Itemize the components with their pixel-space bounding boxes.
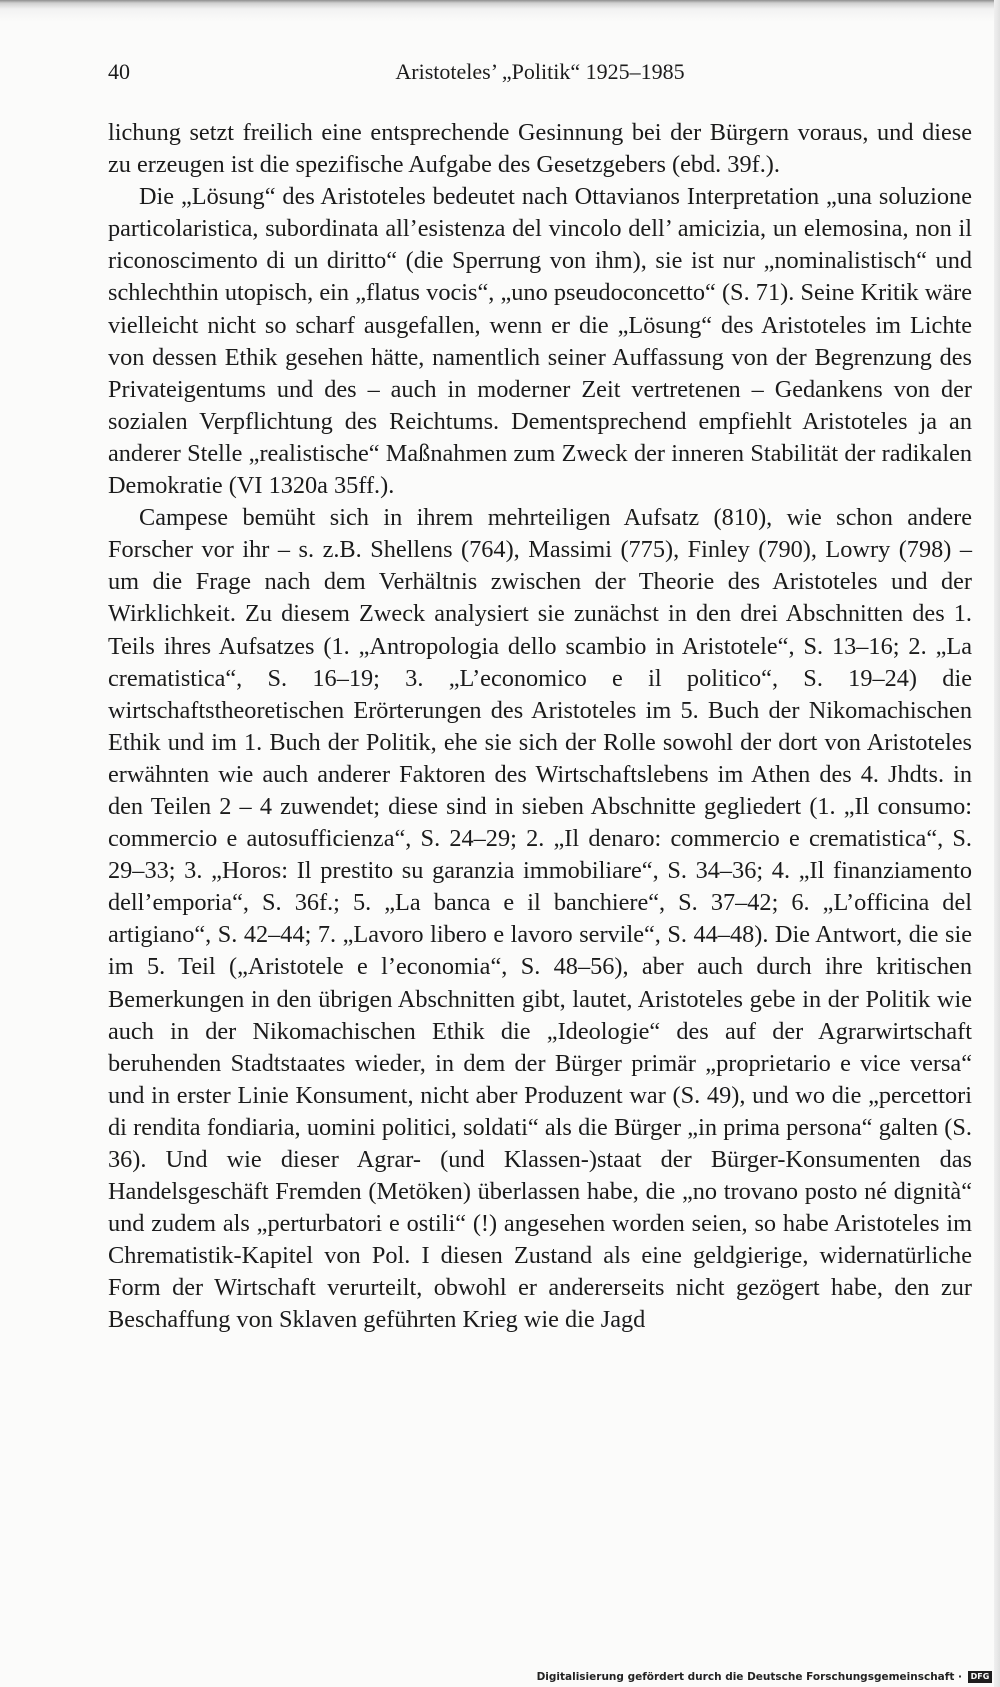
digitization-footer xyxy=(0,1669,1000,1687)
paragraph-ottaviano: Die „Lösung“ des Aristoteles bedeutet nach Ottavianos Interpretation „una soluzione particolaristica, subordinata all’esistenza del vincolo dell’ amicizia, un elemosina, non il riconoscimento di un diritto“ (die Sperrung von ihm), sie ist nur „nominalistisch“ und schlechthin utopisch, ein „flatus vocis“, „uno pseudoconcetto“ (S. 71). Seine Kritik wäre vielleicht nicht so scharf ausgefallen, wenn er die „Lösung“ des Aristoteles im Lichte von dessen Ethik gesehen hätte, namentlich seiner Auffassung von der Begrenzung des Privateigentums und des – auch in moderner Zeit vertretenen – Gedankens von der sozialen Verpflichtung des Reichtums. Dementsprechend empfiehlt Aristoteles ja an anderer Stelle „realistische“ Maßnahmen zum Zweck der inneren Stabilität der radikalen Demokratie (VI 1320a 35ff.). xyxy=(108,183,972,500)
dfg-logo-icon: DFG xyxy=(968,1671,992,1683)
scan-right-edge xyxy=(994,0,1000,1687)
page-number: 40 xyxy=(108,59,130,84)
body-text xyxy=(108,117,972,1337)
footer-credit: Digitalisierung gefördert durch die Deutsche Forschungsgemeinschaft · xyxy=(536,1671,962,1683)
paragraph-campese: Campese bemüht sich in ihrem mehrteiligen Aufsatz (810), wie schon andere Forscher vor ihr – s. z.B. Shellens (764), Massimi (775), Finley (790), Lowry (798) – um die Frage nach dem Verhältnis zwischen der Theorie des Aristoteles und der Wirklichkeit. Zu diesem Zweck analysiert sie zunächst in den drei Abschnitten des 1. Teils ihres Aufsatzes (1. „Antropologia dello scambio in Aristotele“, S. 13–16; 2. „La crematistica“, S. 16–19; 3. „L’economico e il politico“, S. 19–24) die wirtschaftstheoretischen Erörterungen des Aristoteles im 5. Buch der Nikomachischen Ethik und im 1. Buch der Politik, ehe sie sich der Rolle sowohl der dort von Aristoteles erwähnten wie auch anderer Faktoren des Wirtschaftslebens im Athen des 4. Jhdts. in den Teilen 2 – 4 zuwendet; diese sind in sieben Abschnitte gegliedert (1. „Il consumo: commercio e autosufficienza“, S. 24–29; 2. „Il denaro: commercio e crematistica“, S. 29–33; 3. „Horos: Il prestito su garanzia immobiliare“, S. 34–36; 4. „Il finanziamento dell’emporia“, S. 36f.; 5. „La banca e il banchiere“, S. 37–42; 6. „L’officina del artigiano“, S. 42–44; 7. „Lavoro libero e lavoro servile“, S. 44–48). Die Antwort, die sie im 5. Teil („Aristotele e l’economia“, S. 48–56), aber auch durch ihre kritischen Bemerkungen in den übrigen Abschnitten gibt, lautet, Aristoteles gebe in der Politik wie auch in der Nikomachischen Ethik die „Ideologie“ des auf der Agrarwirtschaft beruhenden Stadtstaates wieder, in dem der Bürger primär „proprietario e vice versa“ und in erster Linie Konsument, nicht aber Produzent war (S. 49), und wo die „percettori di rendita fondiaria, uomini politici, soldati“ als die Bürger „in prima persona“ galten (S. 36). Und wie dieser Agrar- (und Klassen-)staat der Bürger-Konsumenten das Handelsgeschäft Fremden (Metöken) überlassen habe, die „no trovano posto né dignità“ und zudem als „perturbatori e ostili“ (!) angesehen worden seien, so habe Aristoteles im Chrematistik-Kapitel von Pol. I diesen Zustand als eine geldgierige, widernatürliche Form der Wirtschaft verurteilt, obwohl er andererseits nicht gezögert habe, den zur Beschaffung von Sklaven geführten Krieg wie die Jagd xyxy=(108,504,972,1334)
scan-top-edge xyxy=(0,0,1000,22)
running-title: Aristoteles’ „Politik“ 1925–1985 xyxy=(395,59,685,84)
paragraph-continuation: lichung setzt freilich eine entsprechende Gesinnung bei der Bürgern voraus, und diese zu erzeugen ist die spezifische Aufgabe des Gesetzgebers (ebd. 39f.). xyxy=(108,119,972,179)
page-header xyxy=(108,55,972,89)
